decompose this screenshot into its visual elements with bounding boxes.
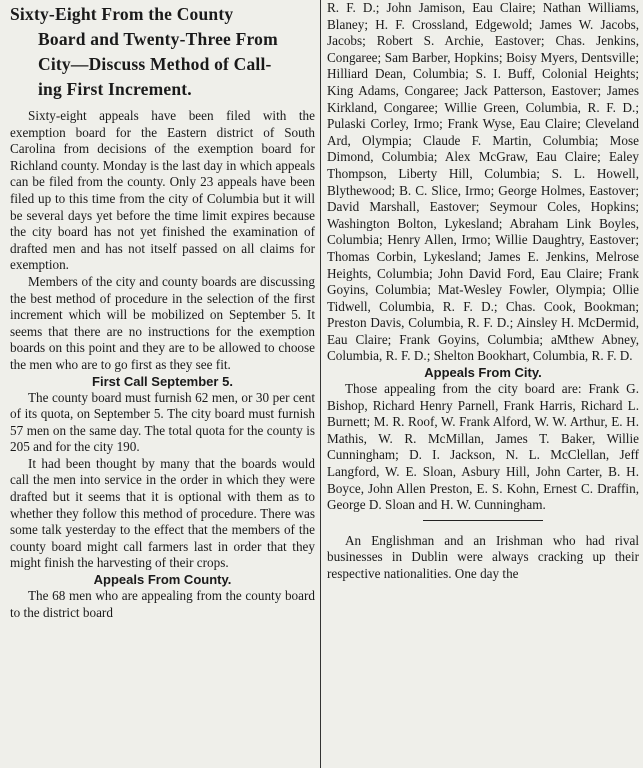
section-divider <box>423 520 543 521</box>
article-paragraph: The 68 men who are appealing from the county board to the district board <box>10 588 315 620</box>
right-column <box>327 0 639 583</box>
left-column <box>10 0 315 621</box>
headline-line-2: Board and Twenty-Three From <box>38 29 278 49</box>
article-paragraph: R. F. D.; John Jamison, Eau Claire; Nathan Williams, Blaney; H. F. Crossland, Edgewold; James W. Jacobs, Jacobs; Robert S. Archie, Eastover; Chas. Jenkins, Congaree; Sam Barber, Hopkins; Boisy Myers, Dentsville; Hilliard Dean, Columbia; S. I. Buff, Colonial Heights; King Adams, Congaree; Jack Patterson, Eastover; James Kirkland, Congaree; Willie Green, Columbia, R. F. D.; Pulaski Corley, Irmo; Frank Wyse, Eau Claire; Cleveland Ard, Olympia; Claude F. Martin, Columbia; Mose Dimond, Columbia; Alex McGraw, Eau Claire; Ealey Thompson, Liberty Hill, Columbia; S. L. Howell, Blythewood; B. C. Slice, Irmo; George Holmes, Eastover; David Marshall, Eastover; Seymour Coles, Hopkins; Washington Bolton, Lykesland; Abraham Link Boyles, Columbia; Henry Allen, Irmo; Willie Daughtry, Eastover; Thomas Corbin, Lykesland; James E. Jenkins, Melrose Heights, Columbia; John David Ford, Eau Claire; Frank Goyins, Columbia; Mat-Wesley Fowler, Olympia; Ollie Tidwell, Columbia, R. F. D.; Chas. Cook, Bookman; Preston Davis, Columbia, R. F. D.; Ainsley H. McDermid, Eau Claire; Frank Goyins, Columbia; aMthew Abney, Columbia, R. F. D.; Shelton Bookhart, Columbia, R. F. D. <box>327 0 639 364</box>
headline-line-3: City—Discuss Method of Call- <box>38 54 272 74</box>
headline-line-4: ing First Increment. <box>38 79 192 99</box>
subhead-appeals-county: Appeals From County. <box>93 572 232 588</box>
subhead-first-call: First Call September 5. <box>92 373 233 389</box>
article-paragraph: Those appealing from the city board are: Frank G. Bishop, Richard Henry Parnell, Frank Harris, Richard L. Burnett; M. R. Roof, W. Frank Alford, W. W. Arthur, E. H. Mathis, W. R. McMillan, James T. Baker, Willie Cunningham; D. I. Jackson, N. L. McClellan, Jeff Langford, W. E. Sloan, Asbury Hill, John Carter, B. H. Boyce, John Allen Preston, E. S. Kohn, Ernest C. Draffin, George D. Sloan and H. W. Cunningham. <box>327 381 639 513</box>
article-paragraph: An Englishman and an Irishman who had rival businesses in Dublin were always cracking up their respective nationalities. One day the <box>327 532 639 581</box>
headline <box>10 2 315 102</box>
headline-line-1: Sixty-Eight From the County <box>10 4 234 24</box>
article-paragraph: Sixty-eight appeals have been filed with the exemption board for the Eastern district of South Carolina from decisions of the exemption board for Richland county. Monday is the last day in which appeals can be filed from the county. Only 23 appeals have been filed up to this time from the city of Columbia but it will be several days yet before the time limit expires because the city board has not yet finished the examination of drafted men and has not itself passed on all claims for exemption. <box>10 108 315 273</box>
subhead-appeals-city: Appeals From City. <box>424 365 542 381</box>
article-paragraph: Members of the city and county boards are discussing the best method of procedure in the selection of the first increment which will be mobilized on September 5. It seems that there are no instructions for the exemption boards on this point and they are to be allowed to choose the men who are to go first as they see fit. <box>10 273 315 372</box>
column-rule <box>320 0 321 768</box>
article-paragraph: It had been thought by many that the boards would call the men into service in the order in which they were drafted but it seems that it is optional with them as to whether they follow this method of procedure. There was some talk yesterday to the effect that the members of the county board might call farmers last in order that they might finish the harvesting of their crops. <box>10 455 315 571</box>
article-paragraph: The county board must furnish 62 men, or 30 per cent of its quota, on September 5. The city board must furnish 57 men on the same day. The total quota for the county is 205 and for the city 190. <box>10 389 315 455</box>
